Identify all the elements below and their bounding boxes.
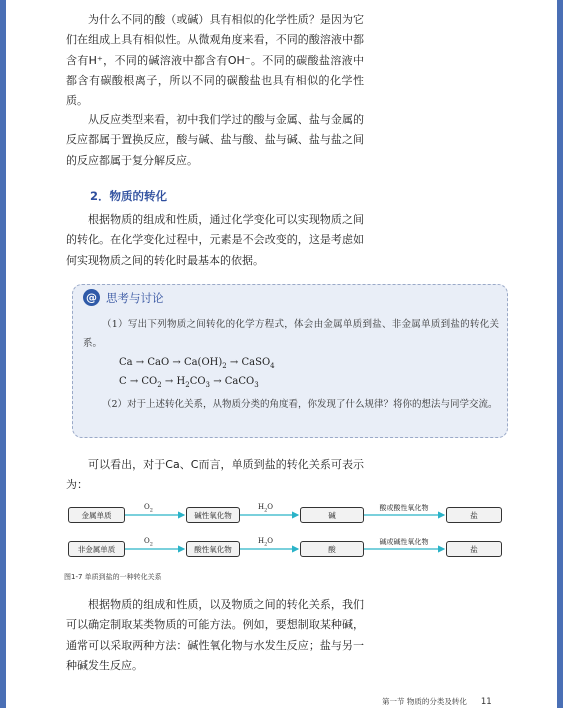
box-metal-element: 金属单质 — [68, 507, 125, 523]
page-footer — [382, 696, 492, 707]
paragraph-preparation-methods: 根据物质的组成和性质，以及物质之间的转化关系，我们可以确定制取某类物质的可能方法。例如，要想制取某种碱，通常可以采取两种方法：碱性氧化物与水发生反应；盐与另一种碱发生反应。 — [66, 598, 364, 672]
box-salt-2: 盐 — [446, 541, 502, 557]
paragraph-acid-base-similarity: 为什么不同的酸（或碱）具有相似的化学性质？是因为它们在组成上具有相似性。从微观角度来看，不同的酸溶液中都含有H⁺，不同的碱溶液中都含有OH⁻。不同的碳酸盐溶液中都含有碳酸根离子，所以不同的碳酸盐也具有相似的化学性质。 — [66, 13, 364, 108]
section-title: 2．物质的转化 — [90, 189, 168, 203]
label-h2o-r1: $H_2O$ — [258, 503, 274, 514]
discussion-question-1: （1）写出下列物质之间转化的化学方程式，体会由金属单质到盐、非金属单质到盐的转化关系。 — [83, 319, 499, 349]
box-base: 碱 — [300, 507, 364, 523]
paragraph-ca-c-conversion: 可以看出，对于Ca、C而言，单质到盐的转化关系可表示为： — [66, 458, 364, 492]
label-base-or-basic-oxide: 碱或碱性氧化物 — [379, 538, 429, 546]
figure-caption: 图1-7 单质到盐的一种转化关系 — [64, 573, 162, 581]
equation-calcium: Ca → CaO → $Ca(OH)_2$ → CaSO$_4$ — [119, 357, 275, 370]
page-number: 11 — [480, 697, 492, 707]
footer-section-title: 第一节 物质的分类及转化 — [382, 697, 467, 706]
discussion-question-2: （2）对于上述转化关系，从物质分类的角度看，你发现了什么规律？将你的想法与同学交流。 — [102, 399, 498, 410]
label-acid-or-acidic-oxide: 酸或酸性氧化物 — [379, 504, 429, 512]
box-acidic-oxide: 酸性氧化物 — [186, 541, 240, 557]
discussion-icon: @ — [83, 289, 100, 306]
box-salt-1: 盐 — [446, 507, 502, 523]
equation-carbon: $C \to CO_2 \to H_2CO_3$ → CaCO$_3$ — [119, 376, 259, 389]
label-o2-r1: $O_2$ — [144, 503, 153, 514]
box-basic-oxide: 碱性氧化物 — [186, 507, 240, 523]
discussion-title: 思考与讨论 — [106, 290, 164, 305]
box-acid: 酸 — [300, 541, 364, 557]
textbook-page — [6, 0, 557, 708]
paragraph-reaction-types: 从反应类型来看，初中我们学过的酸与金属、盐与金属的反应都属于置换反应，酸与碱、盐与酸、盐与碱、盐与盐之间的反应都属于复分解反应。 — [66, 113, 364, 167]
box-nonmetal-element: 非金属单质 — [68, 541, 125, 557]
paragraph-substance-conversion: 根据物质的组成和性质，通过化学变化可以实现物质之间的转化。在化学变化过程中，元素是不会改变的，这是考虑如何实现物质之间的转化时最基本的依据。 — [66, 213, 364, 267]
label-o2-r2: $O_2$ — [144, 537, 153, 548]
label-h2o-r2: $H_2O$ — [258, 537, 274, 548]
